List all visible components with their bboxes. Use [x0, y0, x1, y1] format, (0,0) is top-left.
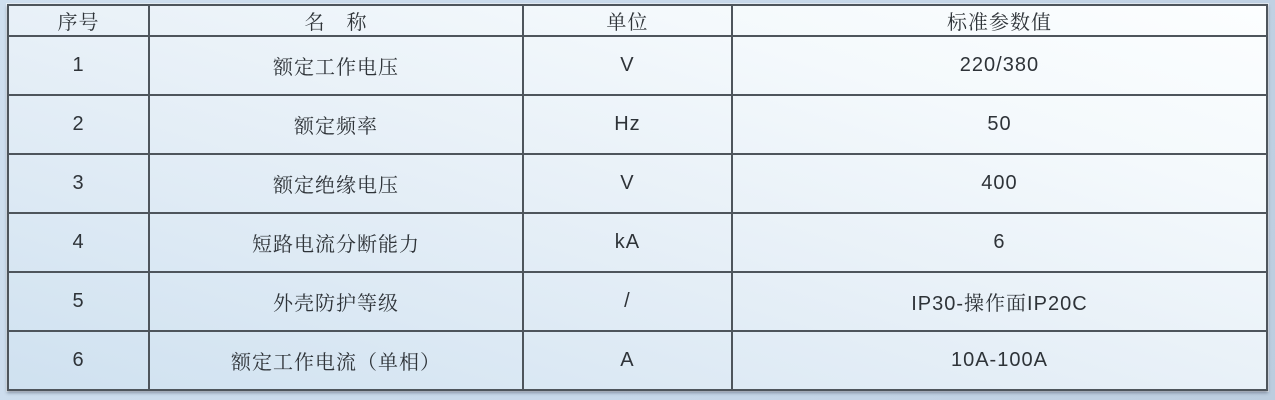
cell-value: 400 — [732, 154, 1267, 213]
cell-value: 220/380 — [732, 36, 1267, 95]
cell-unit: A — [523, 331, 732, 390]
header-cell-unit: 单位 — [523, 5, 732, 36]
table-row — [8, 154, 1267, 213]
spec-table — [7, 4, 1268, 391]
table-row — [8, 272, 1267, 331]
table-row — [8, 36, 1267, 95]
cell-name: 额定工作电压 — [149, 36, 523, 95]
header-cell-value: 标准参数值 — [732, 5, 1267, 36]
cell-index: 6 — [8, 331, 149, 390]
table-row — [8, 331, 1267, 390]
cell-index: 1 — [8, 36, 149, 95]
spec-table-container — [7, 4, 1268, 391]
cell-name: 额定工作电流（单相） — [149, 331, 523, 390]
cell-name: 外壳防护等级 — [149, 272, 523, 331]
table-header-row — [8, 5, 1267, 36]
cell-index: 5 — [8, 272, 149, 331]
table-row — [8, 213, 1267, 272]
table-row — [8, 95, 1267, 154]
cell-value: 50 — [732, 95, 1267, 154]
cell-name: 短路电流分断能力 — [149, 213, 523, 272]
cell-index: 4 — [8, 213, 149, 272]
cell-value: 10A-100A — [732, 331, 1267, 390]
cell-index: 3 — [8, 154, 149, 213]
cell-unit: V — [523, 154, 732, 213]
header-cell-name: 名 称 — [149, 5, 523, 36]
cell-value: IP30-操作面IP20C — [732, 272, 1267, 331]
cell-unit: / — [523, 272, 732, 331]
cell-value: 6 — [732, 213, 1267, 272]
cell-name: 额定频率 — [149, 95, 523, 154]
cell-name: 额定绝缘电压 — [149, 154, 523, 213]
cell-unit: kA — [523, 213, 732, 272]
cell-index: 2 — [8, 95, 149, 154]
header-cell-index: 序号 — [8, 5, 149, 36]
cell-unit: Hz — [523, 95, 732, 154]
cell-unit: V — [523, 36, 732, 95]
